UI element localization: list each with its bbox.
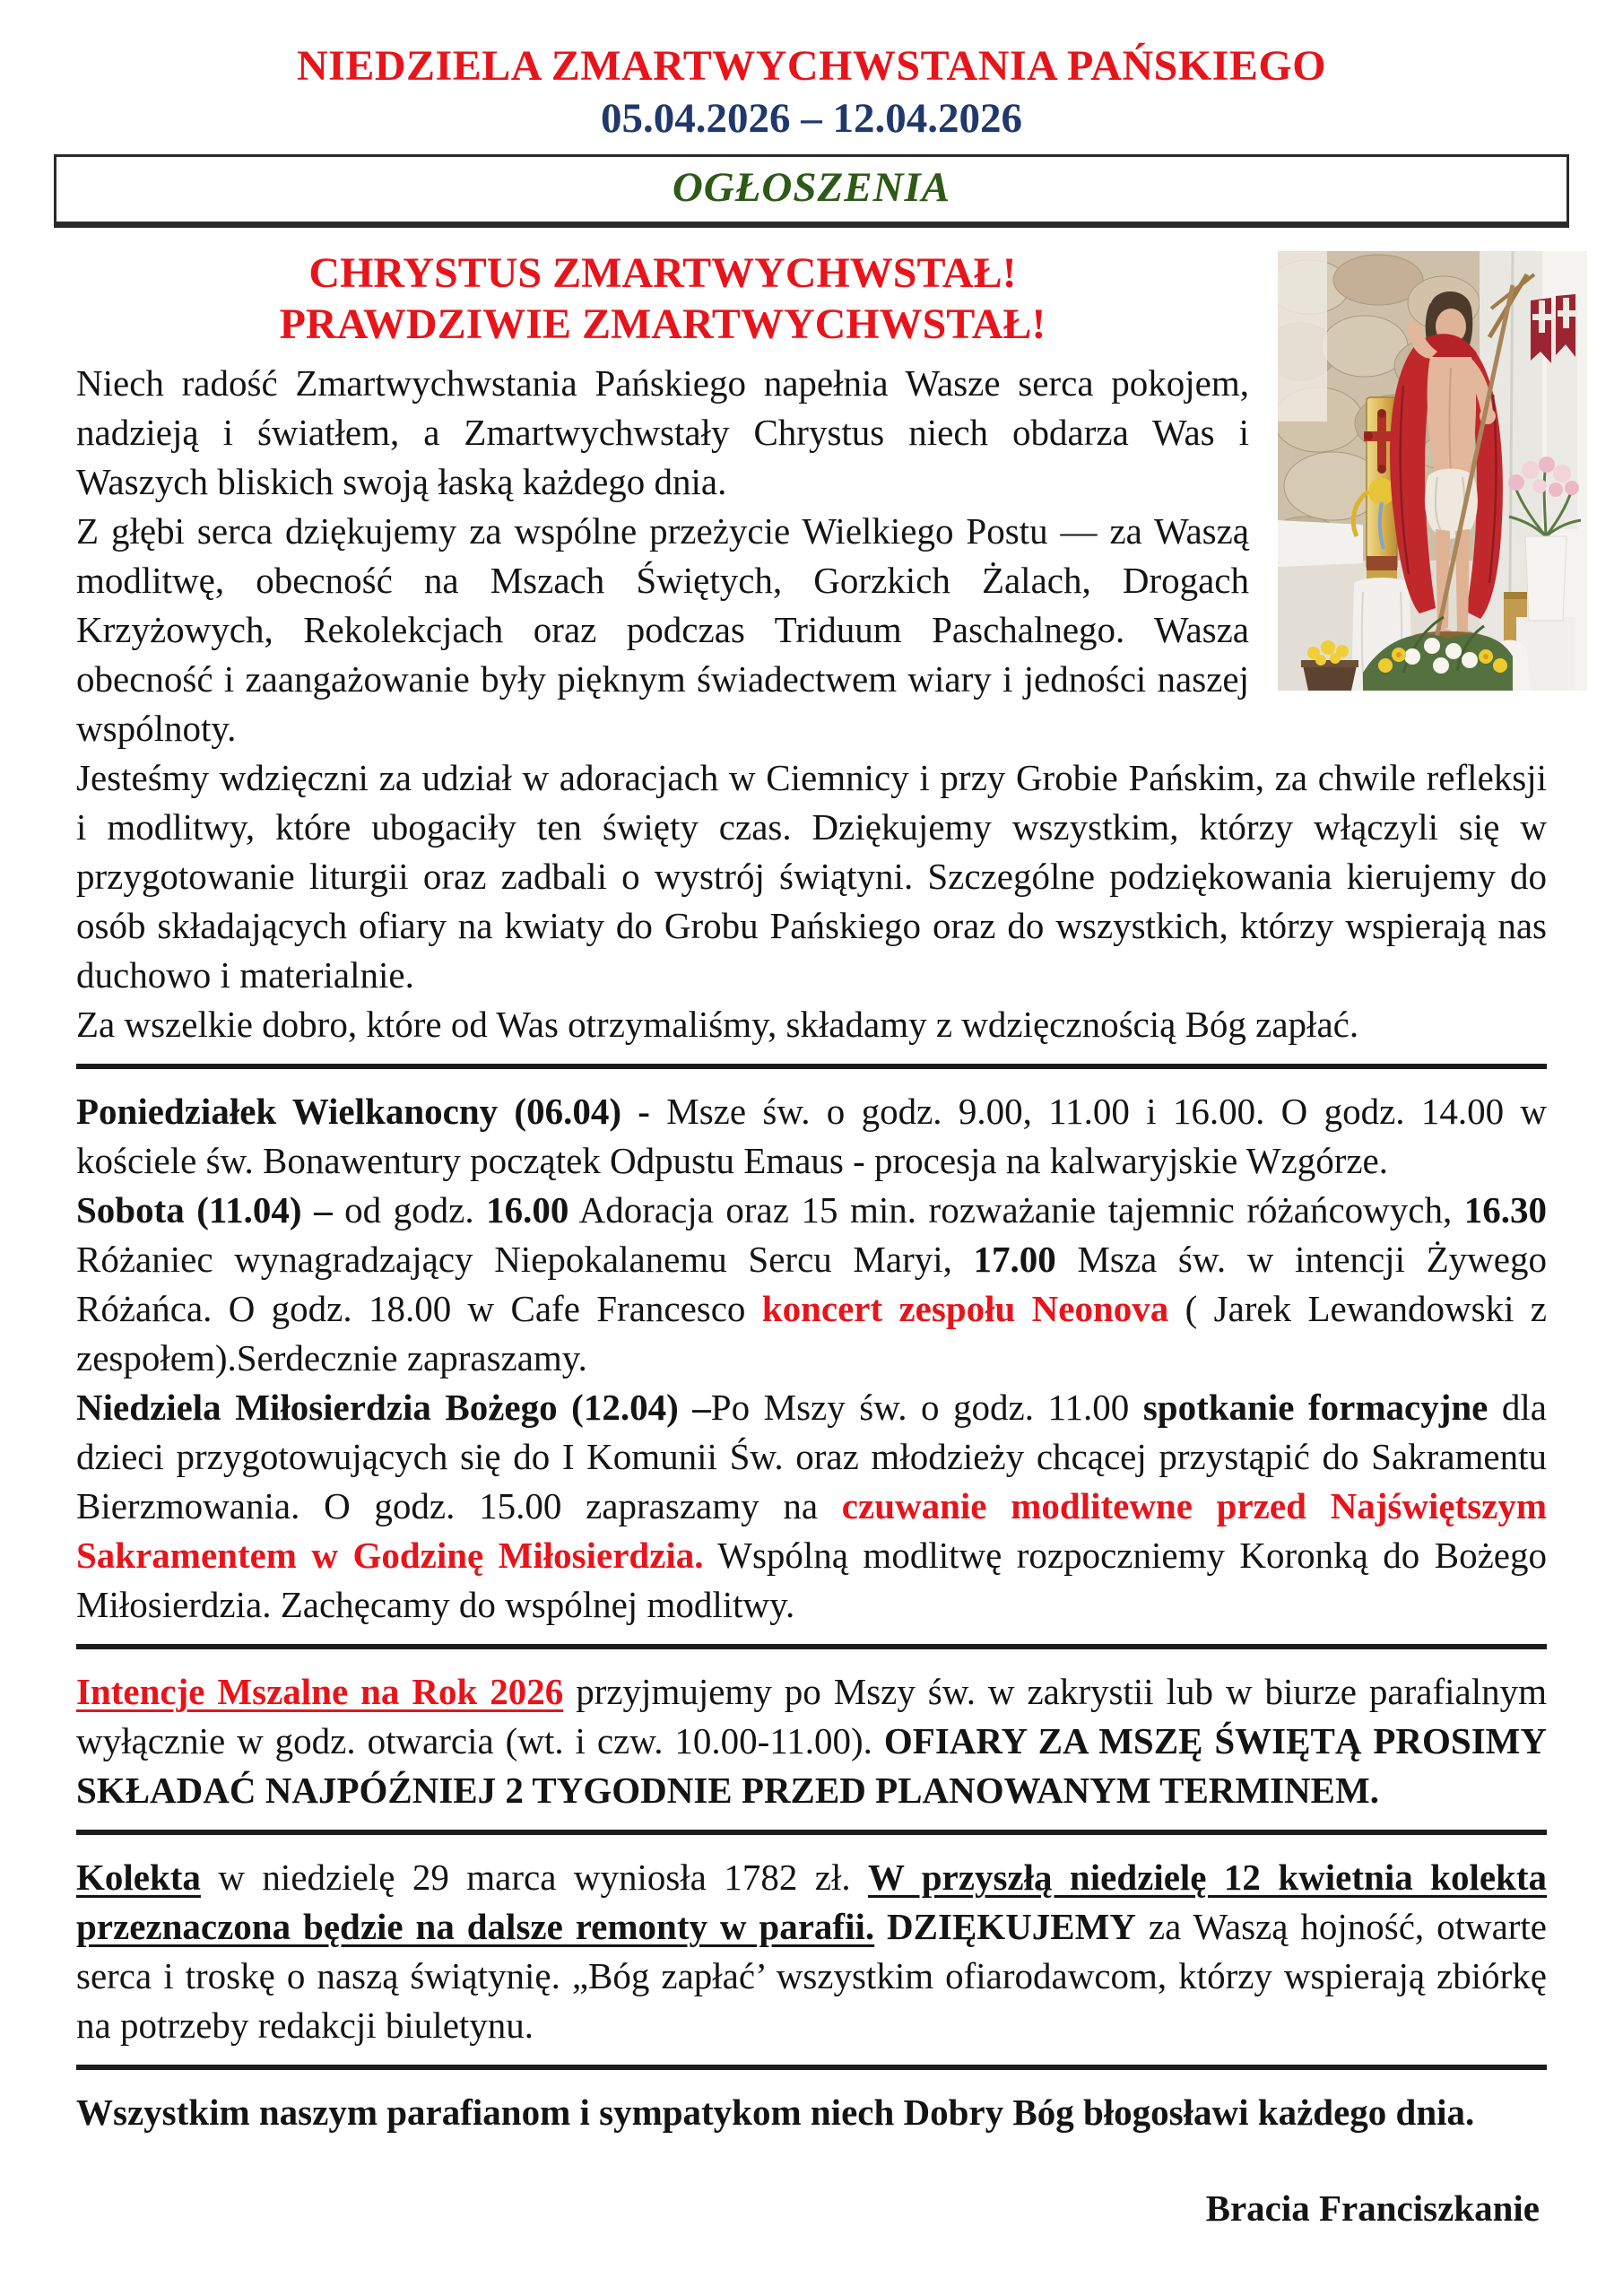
paragraph-thanks-adoration: Jesteśmy wdzięczni za udział w adoracjach w Ciemnicy i przy Grobie Pańskim, za chwile refleksji i modlitwy, które ubogaciły ten święty czas. Dziękujemy wszystkim, którzy włączyli się w przygotowanie liturgii oraz zadbali o wystrój świątyni. Szczególne podziękowania kierujemy do osób składających ofiary na kwiaty do Grobu Pańskiego oraz do wszystkich, którzy wspierają nas duchowo i materialnie. bbox=[76, 757, 1547, 996]
intro-section bbox=[76, 248, 1547, 1049]
divider-2 bbox=[76, 1644, 1547, 1649]
altar-cloth bbox=[1278, 520, 1363, 567]
divider-4 bbox=[76, 2065, 1547, 2070]
paragraph-thanks-lent: Z głębi serca dziękujemy za wspólne przeżycie Wielkiego Postu — za Waszą modlitwę, obecność na Mszach Świętych, Gorzkich Żalach, Drogach Krzyżowych, Rekolekcjach oraz podczas Triduum Paschalnego. Wasza obecność i zaangażowanie były pięknym świadectwem wiary i jedności naszej wspólnoty. bbox=[76, 510, 1249, 749]
greeting-line-2: PRAWDZIWIE ZMARTWYCHWSTAŁ! bbox=[279, 300, 1046, 348]
divider-3 bbox=[76, 1830, 1547, 1835]
paragraph-easter-monday: Poniedziałek Wielkanocny (06.04) - Msze św. o godz. 9.00, 11.00 i 16.00. O godz. 14.00 w kościele św. Bonawentury początek Odpustu Emaus - procesja na kalwaryjskie Wzgórze. bbox=[76, 1091, 1548, 1181]
paragraph-collection: Kolekta w niedzielę 29 marca wyniosła 1782 zł. W przyszłą niedzielę 12 kwietnia kolekta przeznaczona będzie na dalsze remonty w parafii. DZIĘKUJEMY za Waszą hojność, otwarte serca i troskę o naszą świątynię. „Bóg zapłać’ wszystkim ofiarodawcom, którzy wspierają zbiórkę na potrzeby redakcji biuletynu. bbox=[76, 1857, 1548, 2046]
risen-christ-photo bbox=[1278, 251, 1587, 691]
page-title: NIEDZIELA ZMARTWYCHWSTANIA PAŃSKIEGO bbox=[296, 42, 1327, 90]
announcements-banner-label: OGŁOSZENIA bbox=[672, 164, 951, 211]
announcements-banner bbox=[54, 154, 1569, 228]
paragraph-blessing: Wszystkim naszym parafianom i sympatykom niech Dobry Bóg błogosławi każdego dnia. bbox=[76, 2092, 1475, 2133]
paragraph-joy: Niech radość Zmartwychwstania Pańskiego napełnia Wasze serca pokojem, nadzieją i światłem, a Zmartwychwstały Chrystus niech obdarza Was i Waszych bliskich swoją łaską każdego dnia. bbox=[76, 362, 1249, 502]
signature: Bracia Franciszkanie bbox=[1205, 2187, 1540, 2229]
divider-1 bbox=[76, 1064, 1547, 1069]
date-range: 05.04.2026 – 12.04.2026 bbox=[601, 95, 1022, 142]
paragraph-mass-intentions: Intencje Mszalne na Rok 2026 przyjmujemy po Mszy św. w zakrystii lub w biurze parafialnym wyłącznie w godz. otwarcia (wt. i czw. 10.00-11.00). OFIARY ZA MSZĘ ŚWIĘTĄ PROSIMY SKŁADAĆ NAJPÓŹNIEJ 2 TYGODNIE PRZED PLANOWANYM TERMINEM. bbox=[76, 1671, 1547, 1811]
paragraph-saturday: Sobota (11.04) – od godz. 16.00 Adoracja oraz 15 min. rozważanie tajemnic różańcowych, 16.30 Różaniec wynagradzający Niepokalanemu Sercu Maryi, 17.00 Msza św. w intencji Żywego Różańca. O godz. 18.00 w Cafe Francesco koncert zespołu Neonova ( Jarek Lewandowski z zespołem).Serdecznie zapraszamy. bbox=[76, 1189, 1547, 1378]
paragraph-mercy-sunday: Niedziela Miłosierdzia Bożego (12.04) –Po Mszy św. o godz. 11.00 spotkanie formacyjne dla dzieci przygotowujących się do I Komunii Św. oraz młodzieży chcącej przystąpić do Sakramentu Bierzmowania. O godz. 15.00 zapraszamy na czuwanie modlitewne przed Najświętszym Sakramentem w Godzinę Miłosierdzia. Wspólną modlitwę rozpoczniemy Koronką do Bożego Miłosierdzia. Zachęcamy do wspólnej modlitwy. bbox=[76, 1387, 1548, 1625]
greeting-line-1: CHRYSTUS ZMARTWYCHWSTAŁ! bbox=[308, 249, 1017, 297]
paragraph-god-repay: Za wszelkie dobro, które od Was otrzymaliśmy, składamy z wdzięcznością Bóg zapłać. bbox=[76, 1004, 1359, 1045]
